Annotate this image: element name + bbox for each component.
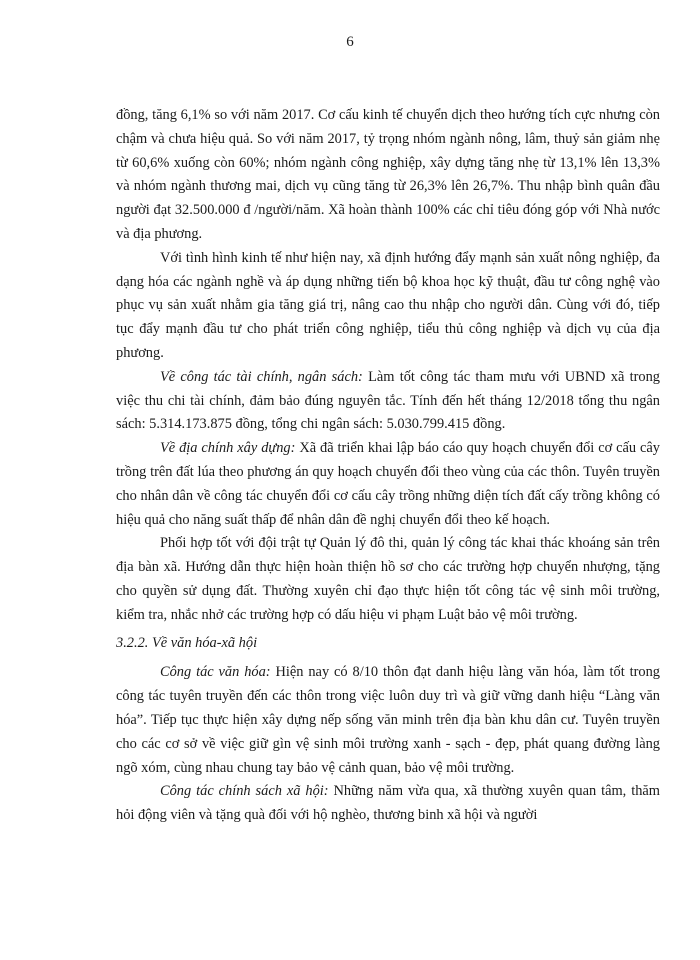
- finance-budget-text: Làm tốt công tác tham mưu với UBND xã trong việc thu chi tài chính, đảm bảo đúng nguyên tắc. Tính đến hết tháng 12/2018 tổng thu ngân sách: 5.314.173.875 đồng, tổng chi ngân sách: 5.030.799.415 đồng.: [116, 368, 661, 433]
- paragraph-urban-management: Phối hợp tốt với đội trật tự Quản lý đô thi, quản lý công tác khai thác khoáng sản trên địa bàn xã. Hướng dẫn thực hiện hoàn thiện hồ sơ cho các trường hợp chuyển nhượng, tặng cho quyền sử dụng đất. Thường xuyên chỉ đạo thực hiện tốt công tác vệ sinh môi trường, kiểm tra, nhắc nhở các trường hợp có dấu hiệu vi phạm Luật bảo vệ môi trường.: [116, 535, 660, 623]
- paragraph-economic-direction: Với tình hình kinh tế như hiện nay, xã định hướng đẩy mạnh sản xuất nông nghiệp, đa dạng hóa các ngành nghề và áp dụng những tiến bộ khoa học kỹ thuật, đầu tư công nghệ vào phục vụ sản xuất nhằm gia tăng giá trị, nâng cao thu nhập cho người dân. Cùng với đó, tiếp tục đẩy mạnh đầu tư cho phát triển công nghiệp, tiểu thủ công nghiệp và dịch vụ của địa phương.: [116, 249, 660, 361]
- section-heading-culture-society: 3.2.2. Về văn hóa-xã hội: [116, 634, 258, 651]
- paragraph-land-construction: [116, 437, 660, 532]
- paragraph-economy-structure: đồng, tăng 6,1% so với năm 2017. Cơ cấu kinh tế chuyển dịch theo hướng tích cực nhưng còn chậm và chưa hiệu quả. So với năm 2017, tỷ trọng nhóm ngành nông, lâm, thuỷ sản giảm nhẹ từ 60,6% xuống còn 60%; nhóm ngành công nghiệp, xây dựng tăng nhẹ từ 13,1% lên 13,3% và nhóm ngành thương mai, dịch vụ cũng tăng từ 26,3% lên 26,7%. Thu nhập bình quân đầu người đạt 32.500.000 đ /người/năm. Xã hoàn thành 100% các chỉ tiêu đóng góp với Nhà nước và địa phương.: [116, 107, 660, 242]
- land-construction-text: Xã đã triển khai lập báo cáo quy hoạch chuyển đổi cơ cấu cây trồng trên đất lúa theo phương án quy hoạch chuyển đổi theo vùng của các thôn. Tuyên truyền cho nhân dân về công tác chuyển đổi cơ cấu cây trồng những diện tích đất cấy trồng không có hiệu quả cho năng suất thấp để nhân dân đề nghị chuyển đổi theo kế hoạch.: [116, 440, 660, 528]
- finance-budget-lead: Về công tác tài chính, ngân sách:: [160, 368, 363, 385]
- social-policy-text: Những năm vừa qua, xã thường xuyên quan tâm, thăm hỏi động viên và tặng quà đối với hộ nghèo, thương binh xã hội và người: [116, 783, 660, 824]
- culture-text: Hiện nay có 8/10 thôn đạt danh hiệu làng văn hóa, làm tốt trong công tác tuyên truyền đến các thôn trong việc luôn duy trì và giữ vững danh hiệu “Làng văn hóa”. Tiếp tục thực hiện xây dựng nếp sống văn minh trên địa bàn khu dân cư. Tuyên truyền cho các cơ sở về việc giữ gìn vệ sinh môi trường xanh - sạch - đẹp, phát quang đường làng ngõ xóm, cùng nhau chung tay bảo vệ cảnh quan, bảo vệ môi trường.: [116, 664, 661, 776]
- paragraph-culture: [116, 661, 660, 780]
- paragraph-social-policy: [116, 780, 660, 828]
- paragraph-finance-budget: [116, 366, 660, 437]
- culture-lead: Công tác văn hóa:: [160, 664, 271, 681]
- page-number: 6: [346, 34, 354, 50]
- social-policy-lead: Công tác chính sách xã hội:: [160, 783, 329, 800]
- document-body: [116, 104, 660, 828]
- land-construction-lead: Về địa chính xây dựng:: [160, 440, 296, 457]
